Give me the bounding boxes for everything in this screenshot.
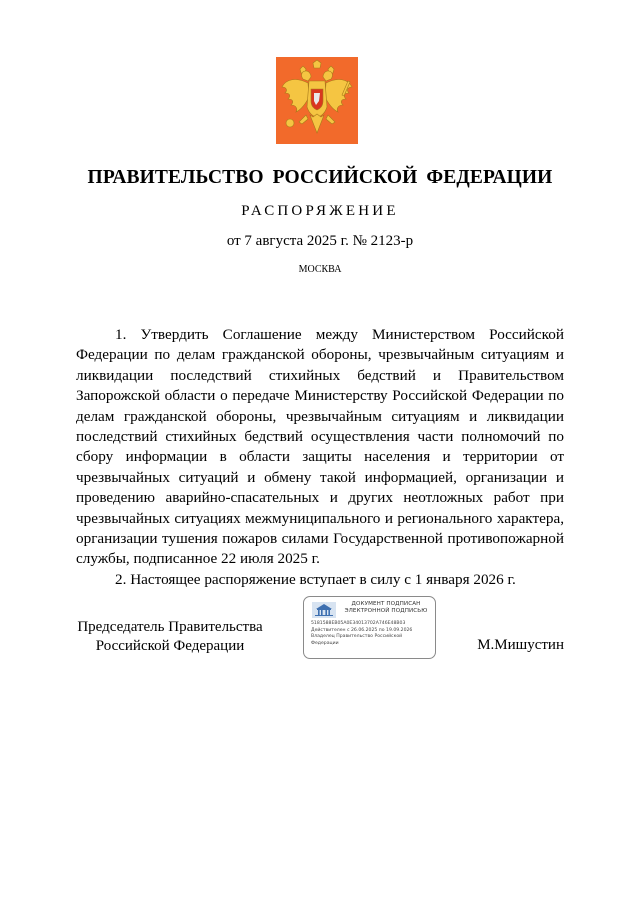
- signer-position-line1: Председатель Правительства: [77, 619, 263, 635]
- government-title: ПРАВИТЕЛЬСТВО РОССИЙСКОЙ ФЕДЕРАЦИИ: [87, 167, 553, 188]
- government-building-icon: [312, 602, 336, 618]
- document-city: МОСКВА: [298, 264, 342, 275]
- electronic-signature-stamp: [303, 596, 436, 659]
- paragraph-2: 2. Настоящее распоряжение вступает в силу с 1 января 2026 г.: [115, 570, 516, 588]
- stamp-validity: Действителен с 26.06.2025 по 19.09.2026: [311, 627, 413, 633]
- russian-coat-of-arms-icon: [276, 57, 358, 144]
- stamp-title: [340, 601, 432, 615]
- paragraph-1: 1. Утвердить Соглашение между Министерством Российской Федерации по делам гражданской обороны, чрезвычайным ситуациям и ликвидации последствий стихийных бедствий и Правительством Запорожской области о передаче Министерству Российской Федерации по делам гражданской обороны, чрезвычайным ситуациям и ликвидации последствий стихийных бедствий осуществления части полномочий по сбору информации в области защиты населения и территории от чрезвычайных ситуаций и обмену такой информацией, организации и проведению аварийно-спасательных и других неотложных работ при чрезвычайных ситуациях межмуниципального и регионального характера, организации тушения пожаров силами Государственной противопожарной службы, подписанное 22 июля 2025 г.: [76, 326, 564, 568]
- stamp-owner-line1: Владелец Правительство Российской: [311, 634, 403, 640]
- stamp-title-line2: ЭЛЕКТРОННОЙ ПОДПИСЬЮ: [344, 608, 428, 614]
- document-date-number: от 7 августа 2025 г. № 2123-р: [226, 233, 414, 249]
- signer-name: М.Мишустин: [477, 637, 564, 653]
- document-body: [76, 325, 564, 590]
- signer-position-line2: Российской Федерации: [95, 638, 245, 654]
- stamp-owner-line2: Федерации: [311, 640, 339, 646]
- stamp-title-line1: ДОКУМЕНТ ПОДПИСАН: [351, 601, 421, 607]
- stamp-certificate: 5181588EB05A0E34013702A746E48B03: [311, 621, 406, 626]
- signer-position: [70, 618, 270, 656]
- coat-of-arms-emblem: [276, 57, 358, 144]
- document-type: РАСПОРЯЖЕНИЕ: [241, 203, 399, 219]
- stamp-details: [311, 621, 435, 647]
